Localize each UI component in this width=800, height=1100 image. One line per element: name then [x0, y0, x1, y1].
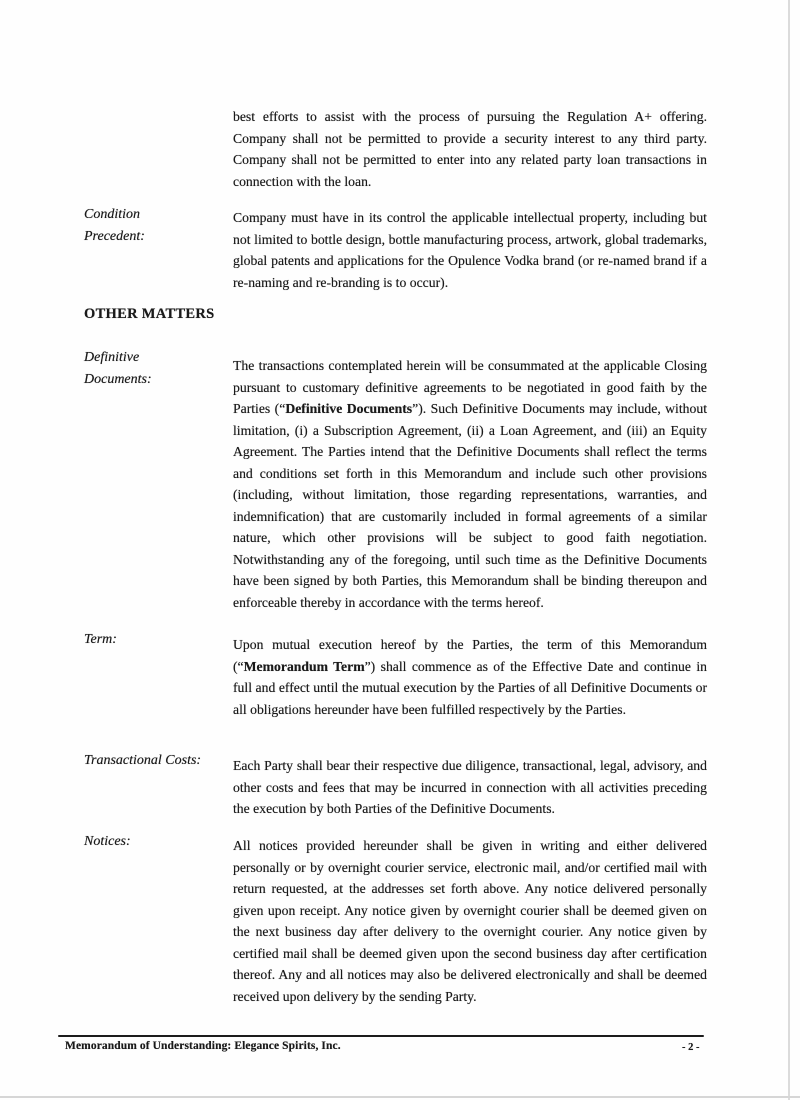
section-text-definitive-documents: The transactions contemplated herein will be consummated at the applicable Closing pursuant to customary definitive agreements to be negotiated in good faith by the Parties (“Definitive Documents”). Such Definitive Documents may include, without limitation, (i) a Subscription Agreement, (ii) a Loan Agreement, and (iii) an Equity Agreement. The Parties intend that the Definitive Documents shall reflect the terms and conditions set forth in this Memorandum and include such other provisions (including, without limitation, those regarding representations, warranties, and indemnification) that are customarily included in formal agreements of a similar nature, which other provisions will be subject to good faith negotiation. Notwithstanding any of the foregoing, until such time as the Definitive Documents have been signed by both Parties, this Memorandum shall be binding thereupon and enforceable thereby in accordance with the terms hereof. — [233, 358, 707, 610]
section-text-condition-precedent: Company must have in its control the applicable intellectual property, including but not limited to bottle design, bottle manufacturing process, artwork, global trademarks, global patents and applications for the Opulence Vodka brand (or re-named brand if a re-naming and re-branding is to occur). — [233, 210, 707, 290]
continuation-paragraph-text: best efforts to assist with the process of pursuing the Regulation A+ offering. Company shall not be permitted to provide a security interest to any third party. Company shall not be permitted to enter into any related party loan transactions in connection with the loan. — [233, 109, 707, 189]
other-matters-heading: OTHER MATTERS — [84, 306, 215, 322]
section-label-definitive-documents: Definitive Documents: — [84, 350, 152, 387]
section-label-transactional-costs: Transactional Costs: — [84, 753, 202, 768]
section-text-term: Upon mutual execution hereof by the Parties, the term of this Memorandum (“Memorandum Term”) shall commence as of the Effective Date and continue in full and effect until the mutual execution by the Parties of all Definitive Documents or all obligations hereunder have been fulfilled respectively by the Parties. — [233, 637, 708, 717]
scan-edge-bottom — [0, 1096, 800, 1098]
footer-rule — [58, 1035, 704, 1037]
footer-page-number: - 2 - — [682, 1042, 700, 1053]
section-label-notices: Notices: — [84, 834, 131, 849]
section-label-condition-precedent: Condition Precedent: — [84, 207, 145, 244]
section-label-term: Term: — [84, 632, 117, 647]
scan-edge-right — [788, 0, 790, 1100]
section-text-notices: All notices provided hereunder shall be given in writing and either delivered personally or by overnight courier service, electronic mail, and/or certified mail with return requested, at the addresses set forth above. Any notice delivered personally given upon receipt. Any notice given by overnight courier shall be deemed given on the next business day after delivery to the overnight courier. Any notice given by certified mail shall be deemed given upon the second business day after certification thereof. Any and all notices may also be delivered electronically and shall be deemed received upon delivery by the sending Party. — [233, 838, 707, 1004]
section-text-transactional-costs: Each Party shall bear their respective due diligence, transactional, legal, advisory, and other costs and fees that may be incurred in connection with all activities preceding the execution by both Parties of the Definitive Documents. — [233, 758, 707, 816]
footer-document-title: Memorandum of Understanding: Elegance Spirits, Inc. — [65, 1040, 341, 1052]
